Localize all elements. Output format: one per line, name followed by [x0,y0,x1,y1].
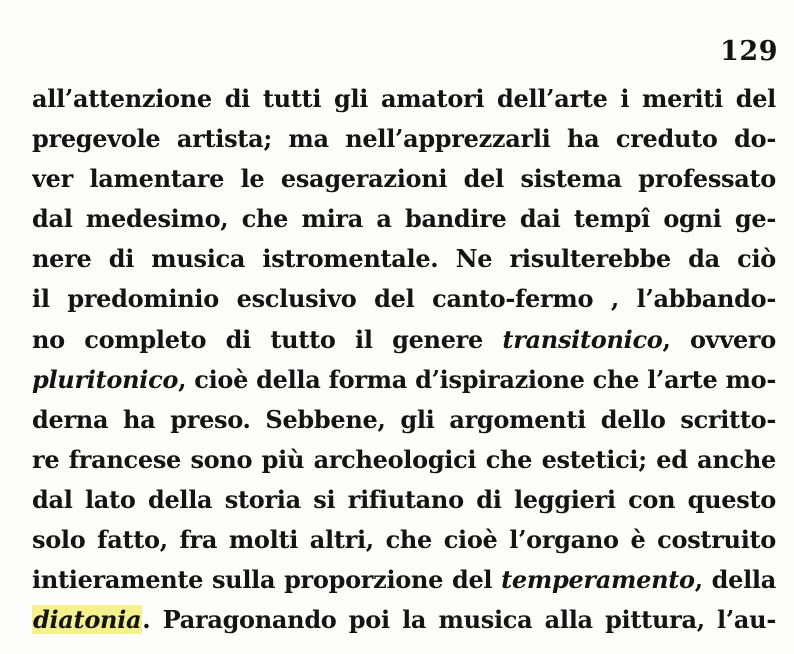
text-line [32,560,776,600]
text-segment: nere di musica istromentale. Ne risulterebbe da ciò [32,244,776,274]
text-line [32,159,776,199]
text-segment: intieramente sulla proporzione del [32,565,502,595]
text-line [32,239,776,279]
text-segment: , ovvero [662,324,776,354]
text-line [32,199,776,239]
italic-term: temperamento [501,565,695,595]
text-segment: derna ha preso. Sebbene, gli argomenti dello scritto- [32,404,776,434]
text-line [32,440,776,480]
text-line [32,480,776,520]
page-number: 129 [720,36,778,67]
text-line [32,520,776,560]
text-segment: all’attenzione di tutti gli amatori dell’arte i meriti del [32,84,776,113]
text-line [32,600,776,640]
text-line [32,360,776,400]
text-segment: dal medesimo, che mira a bandire dai tempî ogni ge- [32,204,776,234]
text-segment: , cioè della forma d’ispirazione che l’arte mo- [178,364,776,394]
text-line [32,400,776,440]
text-segment: re francese sono più archeologici che estetici; ed anche [32,444,776,474]
italic-term: transitonico [502,324,663,354]
text-line [32,320,776,360]
body-text [32,79,776,640]
text-segment: , della [694,565,776,595]
text-line [32,119,776,159]
italic-term: pluritonico [32,364,179,394]
text-segment: ver lamentare le esagerazioni del sistema professato [32,164,776,194]
text-segment: no completo di tutto il genere [32,324,503,354]
text-segment: . Paragonando poi la musica alla pittura, l’au- [142,605,776,635]
text-line [32,279,776,319]
text-line [32,79,776,119]
text-segment: pregevole artista; ma nell’apprezzarli ha creduto do- [32,124,776,154]
text-segment: dal lato della storia si rifiutano di leggieri con questo [32,484,776,514]
highlighted-term: diatonia [33,605,142,635]
text-segment: solo fatto, fra molti altri, che cioè l’organo è costruito [32,525,776,555]
text-segment: il predominio esclusivo del canto-fermo , l’abbando- [32,284,776,314]
